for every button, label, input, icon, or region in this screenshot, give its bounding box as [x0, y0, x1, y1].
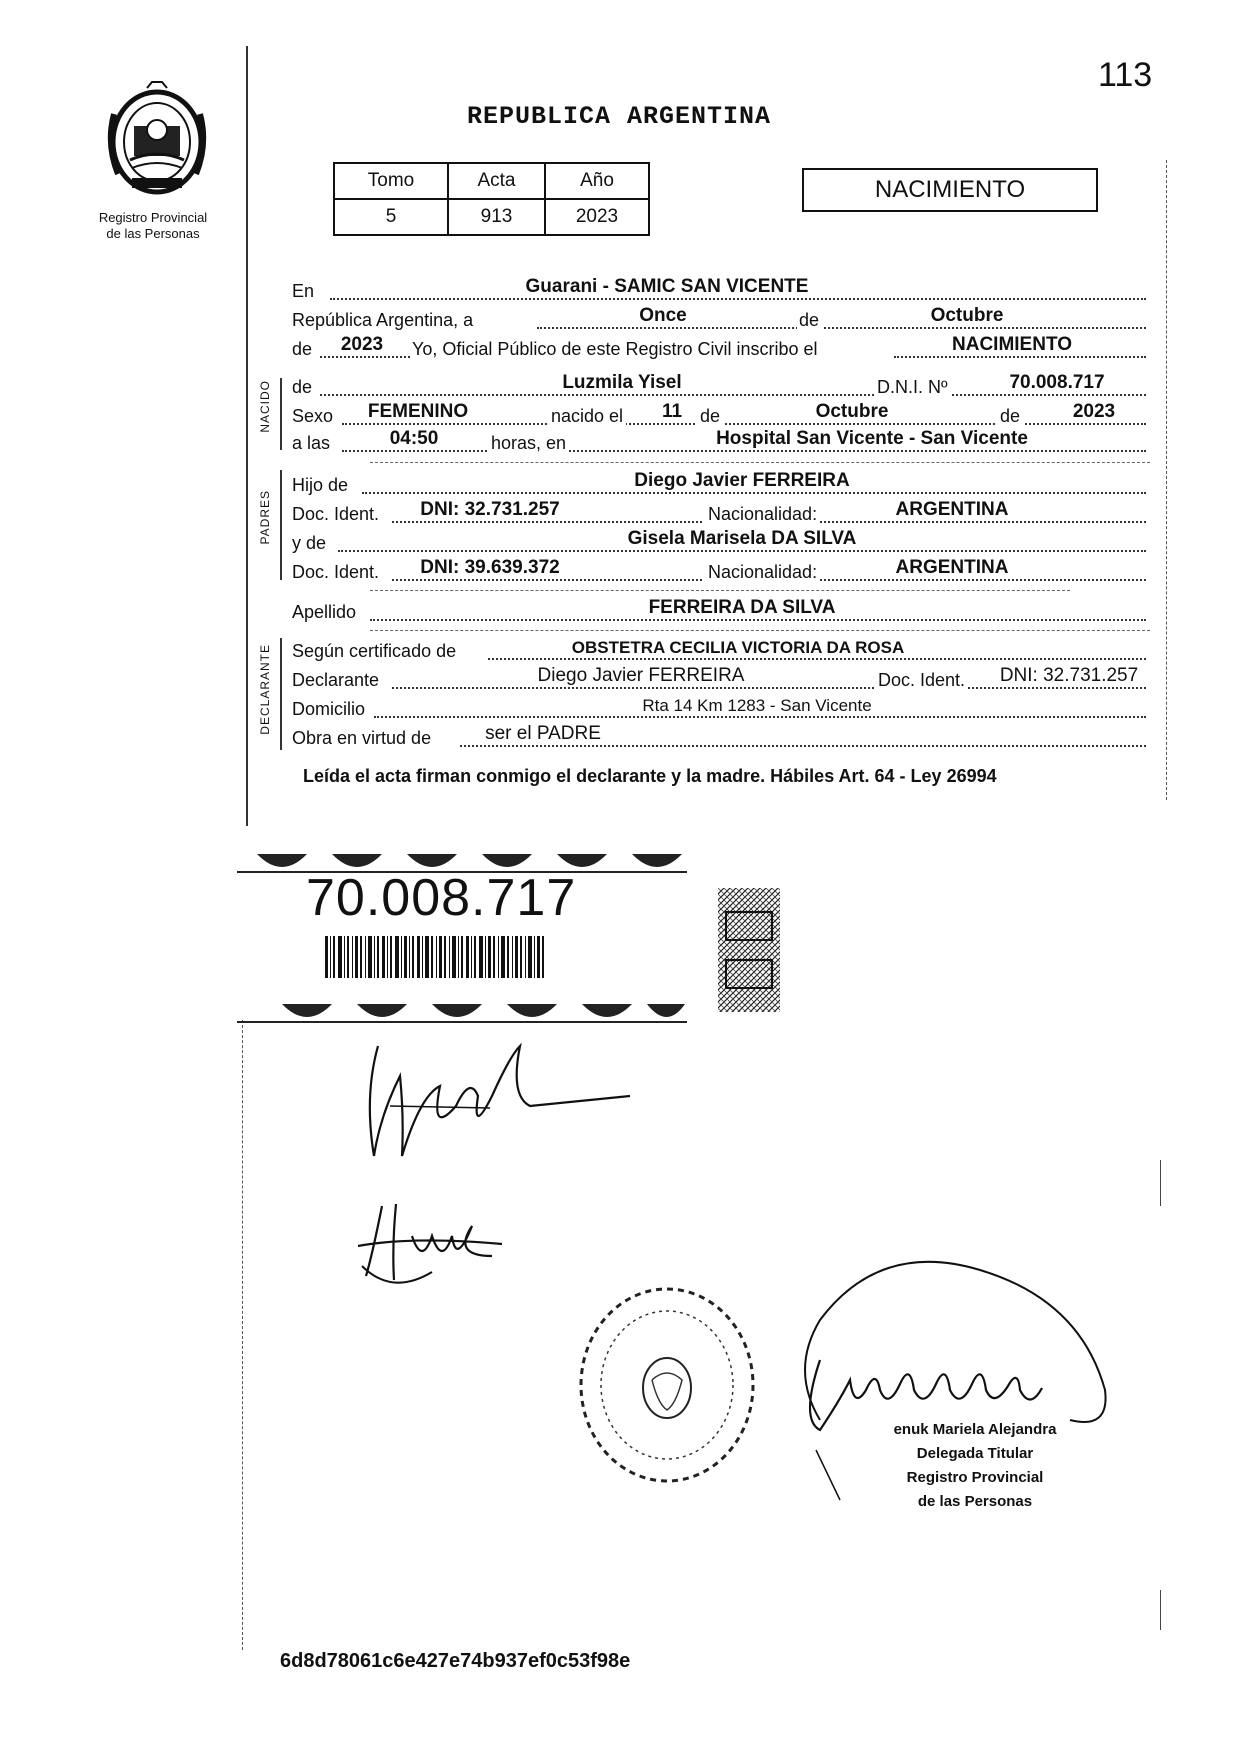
reference-table	[333, 162, 650, 236]
document-hash: 6d8d78061c6e427e74b937ef0c53f98e	[280, 1650, 631, 1672]
row-place: En Guarani - SAMIC SAN VICENTE	[292, 276, 1146, 304]
left-border-line	[246, 46, 248, 826]
declarant-doc-value: DNI: 32.731.257	[999, 665, 1139, 686]
certificate-value: OBSTETRA CECILIA VICTORIA DA ROSA	[571, 638, 905, 657]
mother-nationality-value: ARGENTINA	[895, 557, 1009, 578]
row-mother: y de Gisela Marisela DA SILVA	[292, 528, 1146, 556]
mother-doc-value: DNI: 39.639.372	[420, 557, 560, 578]
row-date: República Argentina, a Once de Octubre	[292, 305, 1146, 333]
security-hologram	[718, 888, 780, 1012]
basis-value: ser el PADRE	[485, 723, 601, 744]
mother-signature	[352, 1196, 532, 1301]
father-name-value: Diego Javier FERREIRA	[634, 470, 850, 491]
father-nationality-value: ARGENTINA	[895, 499, 1009, 520]
official-registry-2: de las Personas	[917, 1493, 1033, 1510]
address-value: Rta 14 Km 1283 - San Vicente	[642, 696, 872, 715]
surname-value: FERREIRA DA SILVA	[648, 597, 836, 618]
official-name: enuk Mariela Alejandra	[893, 1421, 1057, 1438]
father-doc-value: DNI: 32.731.257	[420, 499, 560, 520]
mother-name-value: Gisela Marisela DA SILVA	[627, 528, 857, 549]
right-margin-mark	[1160, 1160, 1161, 1206]
ref-header-ano: Año	[545, 163, 649, 199]
child-dni-value: 70.008.717	[1009, 372, 1105, 393]
day-text-value: Once	[639, 305, 687, 326]
barcode	[325, 936, 545, 978]
row-certificate: Según certificado de OBSTETRA CECILIA VICTORIA DA ROSA	[292, 636, 1146, 664]
birth-time-value: 04:50	[389, 428, 439, 449]
row-father: Hijo de Diego Javier FERREIRA	[292, 470, 1146, 498]
official-position: Delegada Titular	[916, 1445, 1034, 1462]
padres-side-line	[280, 470, 282, 580]
official-title-block	[860, 1418, 1090, 1514]
page-title: REPUBLICA ARGENTINA	[466, 102, 772, 131]
row-mother-doc: Doc. Ident. DNI: 39.639.372 Nacionalidad: ARGENTINA	[292, 557, 1146, 585]
birth-year-value: 2023	[1072, 401, 1116, 422]
row-father-doc: Doc. Ident. DNI: 32.731.257 Nacionalidad: ARGENTINA	[292, 499, 1146, 527]
row-year: de 2023 Yo, Oficial Público de este Registro Civil inscribo el NACIMIENTO	[292, 334, 1146, 362]
row-declarant: Declarante Diego Javier FERREIRA Doc. Ident. DNI: 32.731.257	[292, 665, 1146, 693]
closing-statement: Leída el acta firman conmigo el declarante y la madre. Hábiles Art. 64 - Ley 26994	[303, 766, 997, 786]
ref-value-ano: 2023	[545, 199, 649, 235]
row-time: a las 04:50 horas, en Hospital San Vicente - San Vicente	[292, 428, 1146, 456]
declarant-signature	[360, 1036, 660, 1181]
ref-header-tomo: Tomo	[334, 163, 448, 199]
nacido-side-line	[280, 378, 282, 450]
side-label-padres: PADRES	[258, 490, 272, 545]
birth-day-value: 11	[661, 401, 683, 422]
birth-place-value: Hospital San Vicente - San Vicente	[716, 428, 1028, 449]
month-value: Octubre	[930, 305, 1004, 326]
right-margin-mark-2	[1160, 1590, 1161, 1630]
page-number: 113	[1098, 56, 1153, 94]
ref-value-tomo: 5	[334, 199, 448, 235]
left-border-dashed	[242, 1020, 243, 1650]
year-value: 2023	[340, 334, 384, 355]
row-surname: Apellido FERREIRA DA SILVA	[292, 597, 1146, 625]
child-name-value: Luzmila Yisel	[562, 372, 682, 393]
logo-caption: Registro Provincial de las Personas	[98, 210, 208, 241]
row-sex: Sexo FEMENINO nacido el 11 de Octubre de 2023	[292, 401, 1146, 429]
side-label-declarante: DECLARANTE	[258, 644, 272, 735]
stamp-band-bottom	[237, 1000, 687, 1022]
record-type-box: NACIMIENTO	[802, 168, 1098, 212]
right-border-dashed	[1166, 160, 1167, 800]
row-name: de Luzmila Yisel D.N.I. Nº 70.008.717	[292, 372, 1146, 400]
row-address: Domicilio Rta 14 Km 1283 - San Vicente	[292, 694, 1146, 722]
inscription-type-value: NACIMIENTO	[952, 334, 1072, 355]
row-basis: Obra en virtud de ser el PADRE	[292, 723, 1146, 751]
official-registry: Registro Provincial	[906, 1469, 1044, 1486]
place-value: Guarani - SAMIC SAN VICENTE	[525, 276, 809, 297]
declarant-name-value: Diego Javier FERREIRA	[537, 665, 745, 686]
stamp-number: 70.008.717	[306, 869, 577, 927]
declarante-side-line	[280, 638, 282, 750]
ref-header-acta: Acta	[448, 163, 545, 199]
official-round-stamp	[572, 1280, 762, 1495]
birth-month-value: Octubre	[815, 401, 889, 422]
side-label-nacido: NACIDO	[258, 380, 272, 433]
sex-value: FEMENINO	[367, 401, 469, 422]
ref-value-acta: 913	[448, 199, 545, 235]
